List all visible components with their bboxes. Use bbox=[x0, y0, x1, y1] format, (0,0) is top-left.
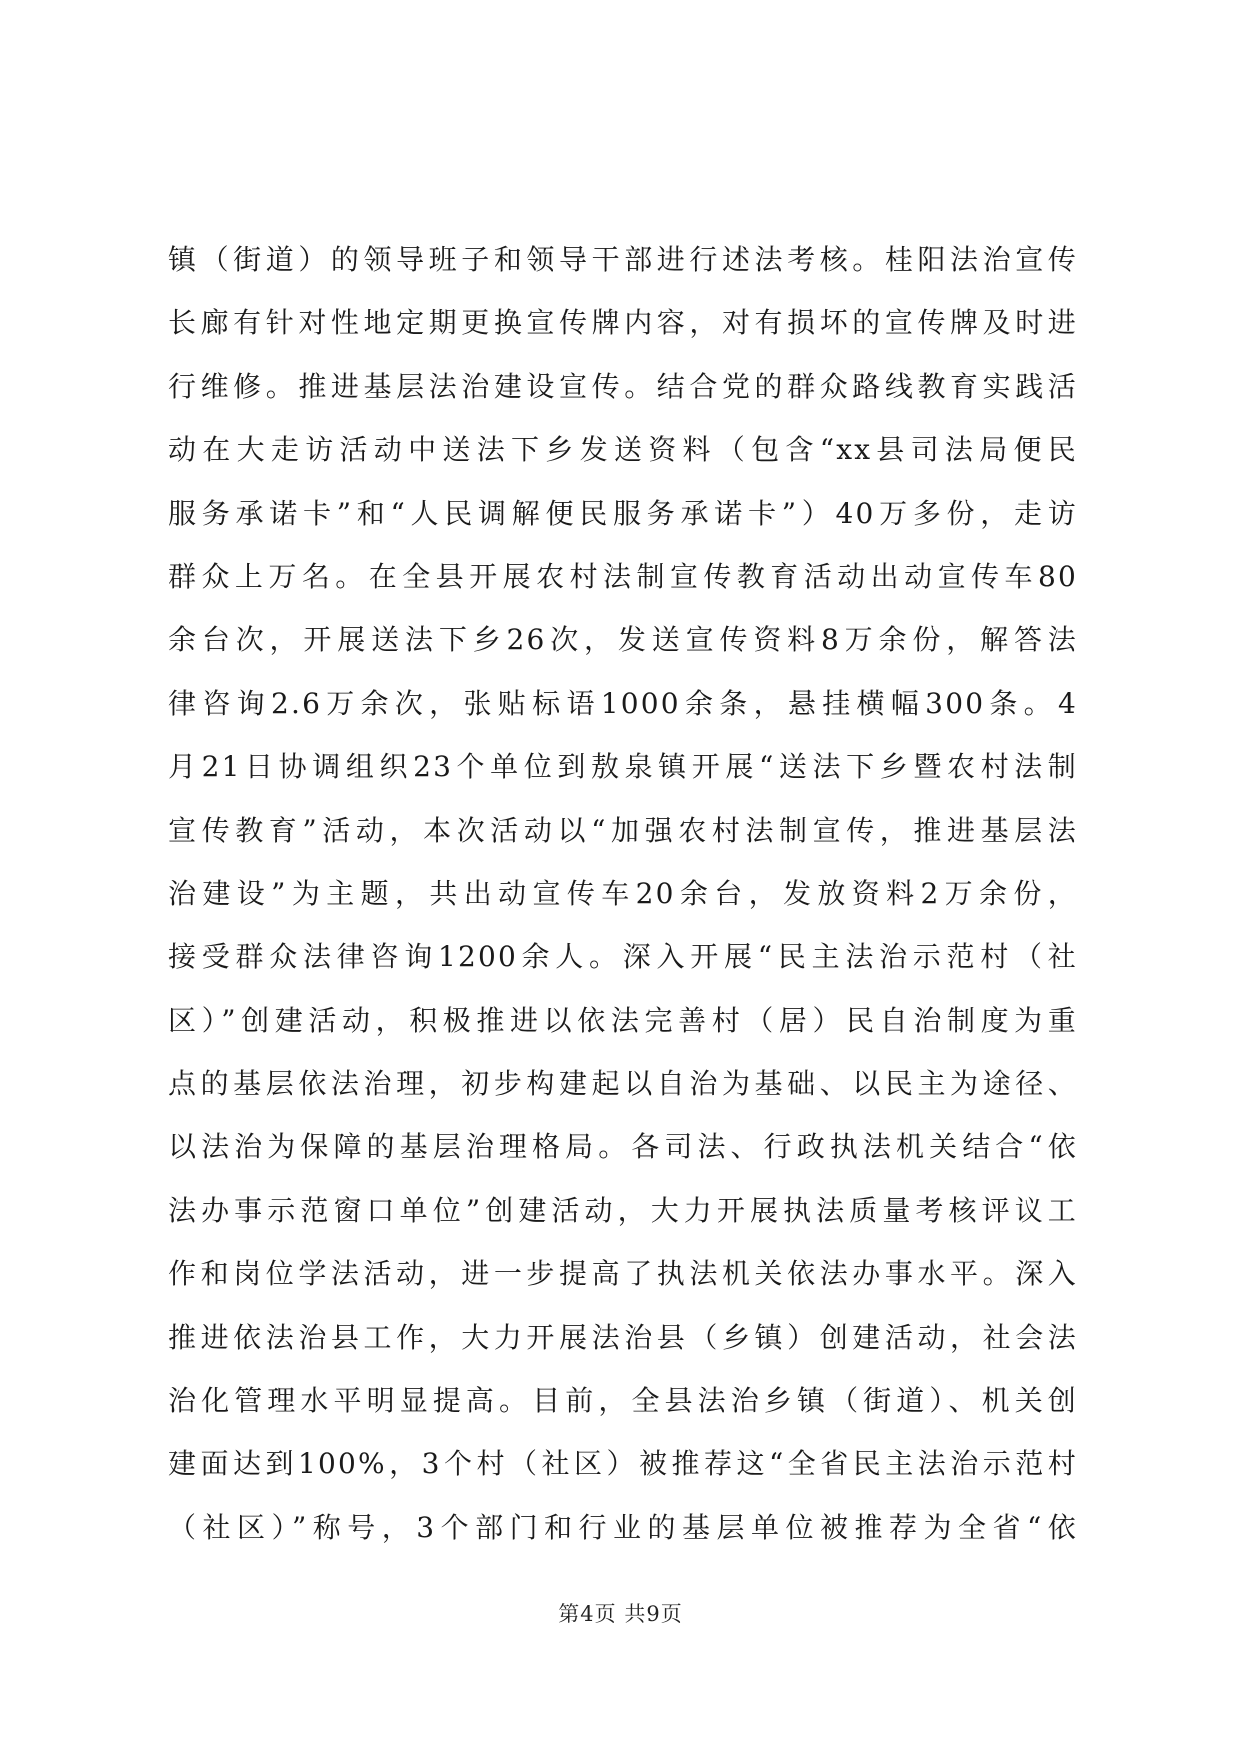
body-text bbox=[168, 228, 1078, 1559]
text-line: 余台次，开展送法下乡26次，发送宣传资料8万余份，解答法 bbox=[168, 623, 1078, 657]
page-number-footer: 第4页 共9页 bbox=[558, 1602, 683, 1626]
text-line: 动在大走访活动中送法下乡发送资料（包含“xx县司法局便民 bbox=[168, 433, 1078, 467]
text-line: 点的基层依法治理，初步构建起以自治为基础、以民主为途径、 bbox=[168, 1067, 1078, 1101]
text-line: 镇（街道）的领导班子和领导干部进行述法考核。桂阳法治宣传 bbox=[168, 243, 1078, 276]
text-line: 宣传教育”活动，本次活动以“加强农村法制宣传，推进基层法 bbox=[168, 813, 1078, 847]
text-line: 律咨询2.6万余次，张贴标语1000余条，悬挂横幅300条。4 bbox=[168, 686, 1078, 720]
text-line: （社区）”称号，3个部门和行业的基层单位被推荐为全省“依 bbox=[168, 1510, 1078, 1544]
text-line: 以法治为保障的基层治理格局。各司法、行政执法机关结合“依 bbox=[168, 1130, 1078, 1164]
text-line: 行维修。推进基层法治建设宣传。结合党的群众路线教育实践活 bbox=[168, 369, 1078, 403]
text-line: 治化管理水平明显提高。目前，全县法治乡镇（街道）、机关创 bbox=[168, 1384, 1078, 1418]
text-line: 群众上万名。在全县开展农村法制宣传教育活动出动宣传车80 bbox=[168, 559, 1078, 593]
text-line: 长廊有针对性地定期更换宣传牌内容，对有损坏的宣传牌及时进 bbox=[168, 306, 1078, 340]
text-line: 接受群众法律咨询1200余人。深入开展“民主法治示范村（社 bbox=[168, 940, 1078, 974]
text-line: 月21日协调组织23个单位到敖泉镇开展“送法下乡暨农村法制 bbox=[168, 750, 1078, 784]
text-line: 区）”创建活动，积极推进以依法完善村（居）民自治制度为重 bbox=[168, 1003, 1078, 1037]
text-line: 建面达到100%，3个村（社区）被推荐这“全省民主法治示范村 bbox=[168, 1447, 1078, 1481]
text-line: 推进依法治县工作，大力开展法治县（乡镇）创建活动，社会法 bbox=[168, 1320, 1078, 1354]
text-line: 法办事示范窗口单位”创建活动，大力开展执法质量考核评议工 bbox=[168, 1193, 1078, 1227]
text-line: 作和岗位学法活动，进一步提高了执法机关依法办事水平。深入 bbox=[168, 1257, 1078, 1291]
text-line: 治建设”为主题，共出动宣传车20余台，发放资料2万余份， bbox=[168, 876, 1078, 910]
text-line: 服务承诺卡”和“人民调解便民服务承诺卡”）40万多份，走访 bbox=[168, 496, 1078, 530]
